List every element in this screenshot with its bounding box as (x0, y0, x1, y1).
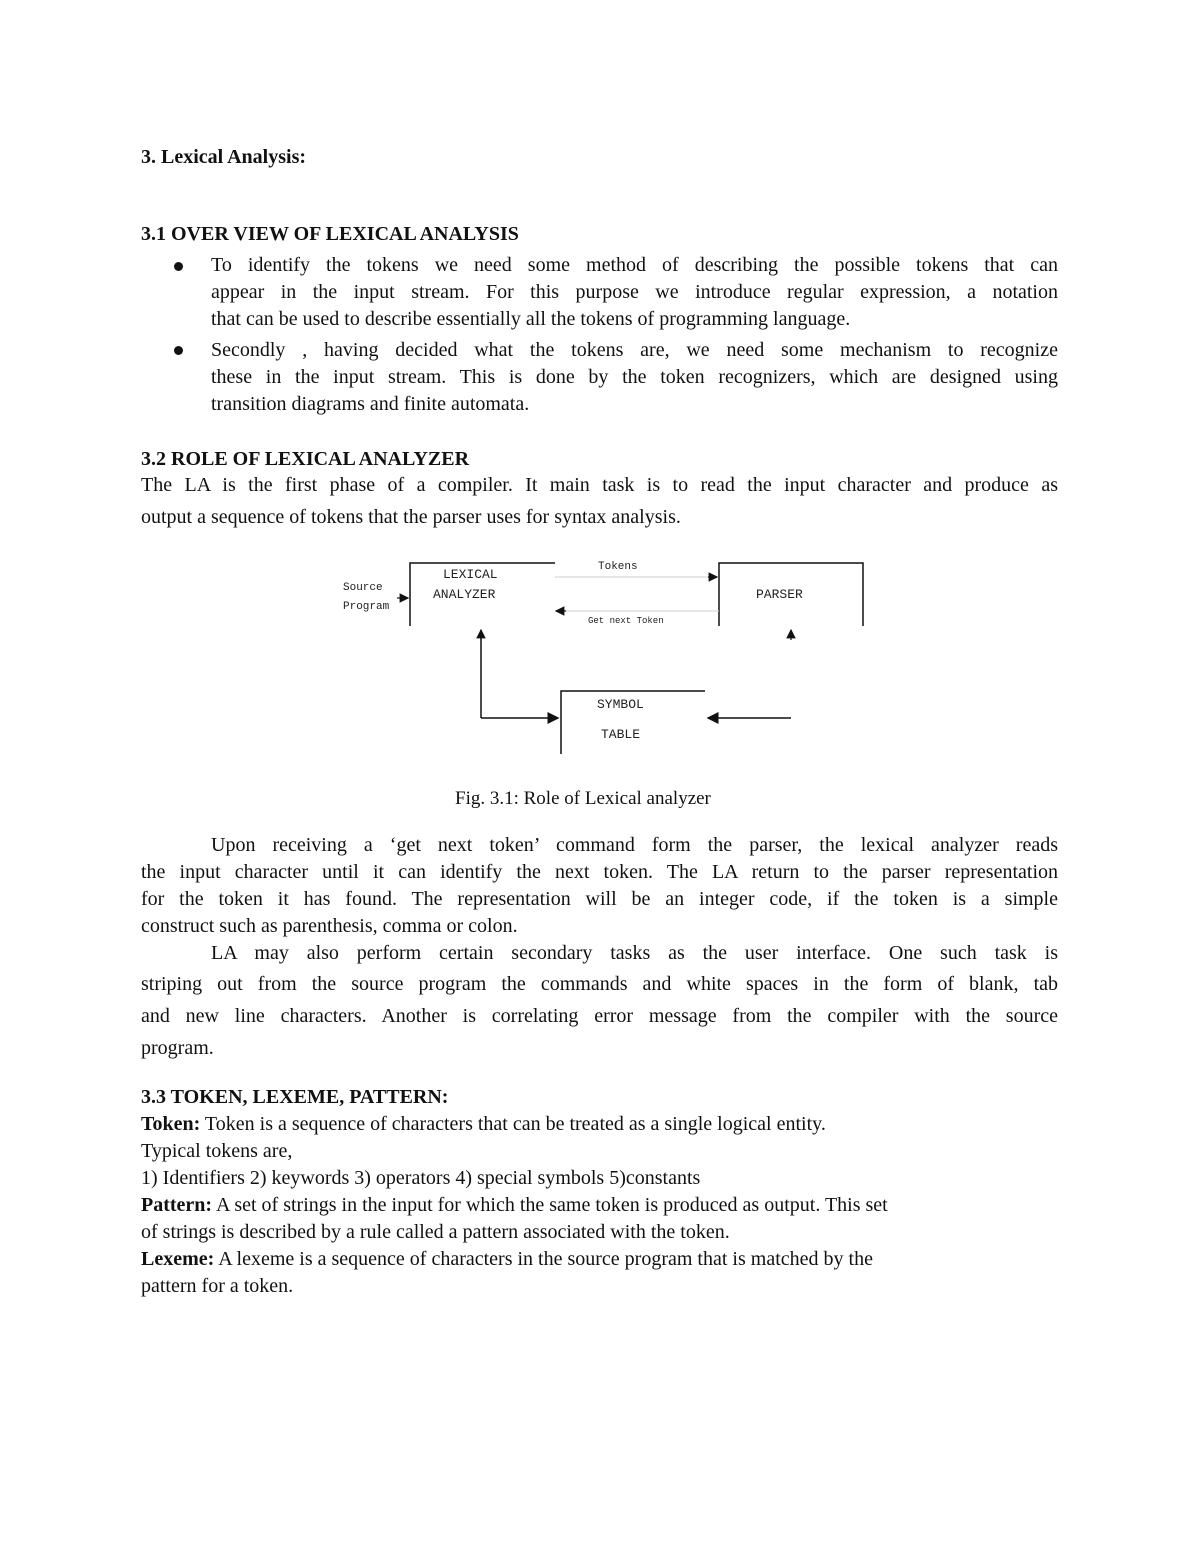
section-heading-overview: 3.1 OVER VIEW OF LEXICAL ANALYSIS (141, 223, 519, 245)
source-label-1: Source (343, 582, 383, 594)
lexeme-definition (141, 1246, 873, 1273)
bullet-1-line-3: that can be used to describe essentially all the tokens of programming language. (211, 308, 851, 330)
para3-line-2: striping out from the source program the commands and white spaces in the form of blank, tab (141, 973, 1058, 995)
lexical-label-2: ANALYZER (433, 587, 496, 602)
para2-line-4: construct such as parenthesis, comma or colon. (141, 915, 518, 937)
symbol-label-2: TABLE (601, 727, 641, 742)
symbol-label-1: SYMBOL (597, 697, 644, 712)
pattern-label: Pattern: (141, 1194, 213, 1216)
section-heading-role: 3.2 ROLE OF LEXICAL ANALYZER (141, 448, 470, 470)
para2-line-1: Upon receiving a ‘get next token’ command form the parser, the lexical analyzer reads (211, 834, 1058, 856)
pattern-definition-line-2: of strings is described by a rule called a pattern associated with the token. (141, 1221, 730, 1243)
para3-line-1: LA may also perform certain secondary tasks as the user interface. One such task is (211, 942, 1058, 964)
typical-tokens-intro: Typical tokens are, (141, 1140, 293, 1162)
section-heading-token: 3.3 TOKEN, LEXEME, PATTERN: (141, 1086, 449, 1108)
pattern-definition (141, 1192, 888, 1219)
bullet-2-line-2: these in the input stream. This is done by the token recognizers, which are designed using (211, 366, 1058, 388)
parser-label: PARSER (756, 587, 803, 602)
bullet-1-line-1: To identify the tokens we need some method of describing the possible tokens that can (211, 254, 1058, 276)
lexeme-definition-line-2: pattern for a token. (141, 1275, 294, 1297)
lexeme-text: A lexeme is a sequence of characters in the source program that is matched by the (214, 1248, 873, 1270)
lexeme-label: Lexeme: (141, 1248, 215, 1270)
para2-line-2: the input character until it can identify the next token. The LA return to the parser representation (141, 861, 1058, 883)
bullet-2-line-3: transition diagrams and finite automata. (211, 393, 530, 415)
pattern-text: A set of strings in the input for which the same token is produced as output. This set (212, 1194, 888, 1216)
bullet-1-line-2: appear in the input stream. For this purpose we introduce regular expression, a notation (211, 281, 1058, 303)
token-definition (141, 1111, 826, 1138)
lexical-label-1: LEXICAL (443, 567, 498, 582)
document-title: 3. Lexical Analysis: (141, 146, 307, 168)
role-para-line-1: The LA is the first phase of a compiler. It main task is to read the input character and produce as (141, 474, 1058, 496)
token-text: Token is a sequence of characters that can be treated as a single logical entity. (200, 1113, 826, 1135)
bullet-2-line-1: Secondly , having decided what the tokens are, we need some mechanism to recognize (211, 339, 1058, 361)
get-next-token-label: Get next Token (588, 616, 664, 626)
para3-line-3: and new line characters. Another is correlating error message from the compiler with the source (141, 1005, 1058, 1027)
para2-line-3: for the token it has found. The representation will be an integer code, if the token is a simple (141, 888, 1058, 910)
role-para-line-2: output a sequence of tokens that the parser uses for syntax analysis. (141, 506, 681, 528)
figure-caption: Fig. 3.1: Role of Lexical analyzer (455, 788, 711, 809)
para3-line-4: program. (141, 1037, 214, 1059)
typical-tokens-list: 1) Identifiers 2) keywords 3) operators 4) special symbols 5)constants (141, 1167, 701, 1189)
token-label: Token: (141, 1113, 201, 1135)
source-label-2: Program (343, 601, 390, 613)
tokens-label: Tokens (598, 561, 638, 573)
